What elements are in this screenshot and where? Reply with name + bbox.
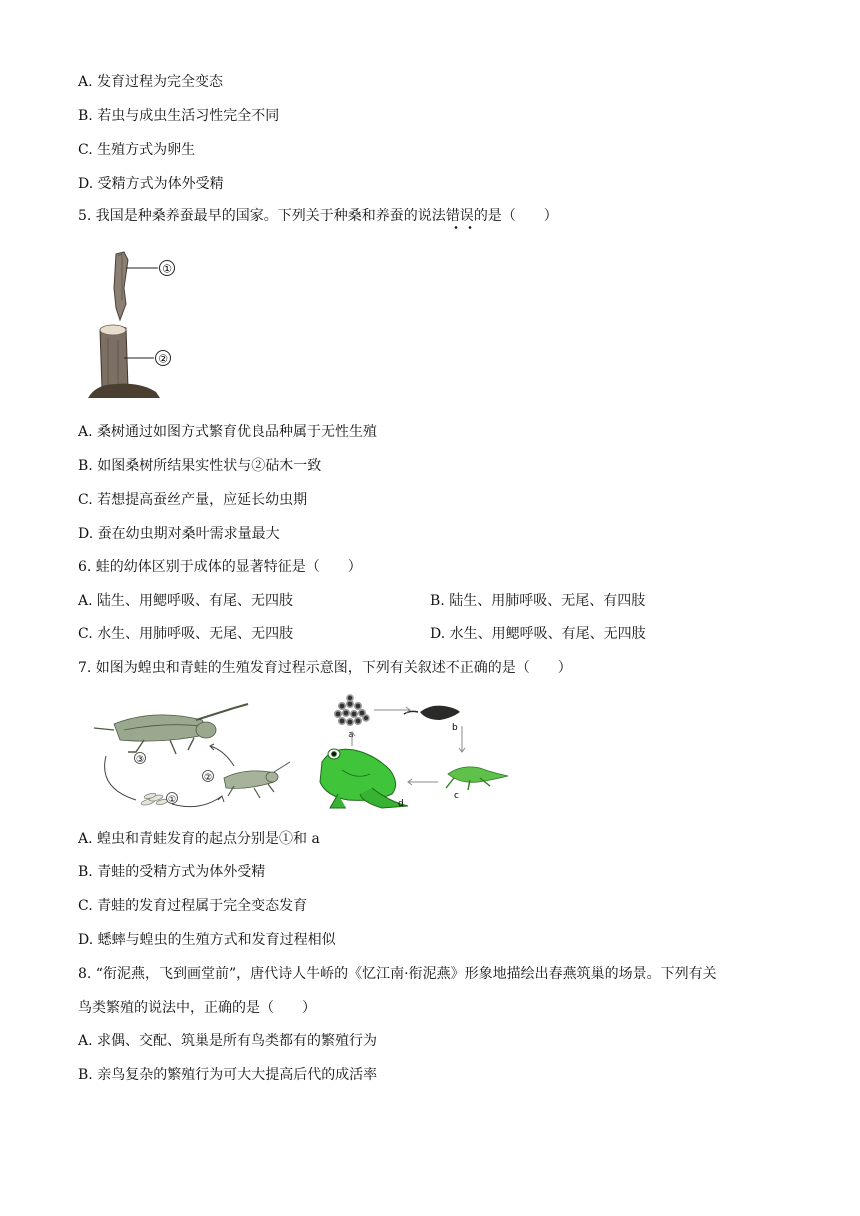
q5-stem-before: 5. 我国是种桑养蚕最早的国家。下列关于种桑和养蚕的说法 bbox=[78, 208, 446, 224]
q5-option-d: D. 蚕在幼虫期对桑叶需求量最大 bbox=[78, 526, 280, 542]
young-frog bbox=[446, 767, 508, 790]
q5-option-a: A. 桑树通过如图方式繁育优良品种属于无性生殖 bbox=[78, 424, 378, 440]
q7-option-b: B. 青蛙的受精方式为体外受精 bbox=[78, 864, 266, 880]
locust-lifecycle-figure bbox=[84, 700, 304, 818]
q8-option-b: B. 亲鸟复杂的繁殖行为可大大提高后代的成活率 bbox=[78, 1067, 378, 1083]
adult-frog bbox=[320, 749, 408, 808]
q8-option-a: A. 求偶、交配、筑巢是所有鸟类都有的繁殖行为 bbox=[78, 1033, 378, 1049]
q4-option-d: D. 受精方式为体外受精 bbox=[78, 176, 224, 192]
scion-shape bbox=[114, 252, 128, 320]
frog-lifecycle-figure bbox=[312, 690, 526, 816]
q8-stem-line1: 8. “衔泥燕，飞到画堂前”，唐代诗人牛峤的《忆江南·衔泥燕》形象地描绘出春燕筑巢的场景。下列有关 bbox=[78, 966, 717, 982]
q8-stem-line2: 鸟类繁殖的说法中，正确的是（ ） bbox=[78, 1000, 316, 1016]
q5-stem-after: 的是（ ） bbox=[473, 208, 558, 224]
label-locust-1: ① bbox=[167, 795, 177, 805]
label-frog-d: d bbox=[398, 799, 404, 809]
q5-stem-emphasis: 错误 bbox=[445, 208, 474, 224]
q6-option-c: C. 水生、用肺呼吸、无尾、无四肢 bbox=[78, 626, 294, 642]
q4-option-a: A. 发育过程为完全变态 bbox=[78, 74, 224, 90]
label-frog-b: b bbox=[452, 723, 458, 733]
adult-locust bbox=[94, 704, 248, 754]
tadpole bbox=[420, 706, 460, 720]
q5-option-c: C. 若想提高蚕丝产量，应延长幼虫期 bbox=[78, 492, 308, 508]
nymph-locust bbox=[224, 762, 290, 798]
label-scion: ① bbox=[162, 262, 172, 276]
q7-stem: 7. 如图为蝗虫和青蛙的生殖发育过程示意图，下列有关叙述不正确的是（ ） bbox=[78, 660, 572, 676]
label-locust-3: ③ bbox=[135, 755, 145, 765]
q4-option-b: B. 若虫与成虫生活习性完全不同 bbox=[78, 108, 280, 124]
q6-option-d: D. 水生、用鳃呼吸、有尾、无四肢 bbox=[430, 626, 646, 642]
q6-option-b: B. 陆生、用肺呼吸、无尾、有四肢 bbox=[430, 593, 646, 609]
grafting-figure bbox=[86, 248, 196, 400]
q7-option-c: C. 青蛙的发育过程属于完全变态发育 bbox=[78, 898, 308, 914]
label-rootstock: ② bbox=[158, 352, 168, 366]
q7-option-d: D. 蟋蟀与蝗虫的生殖方式和发育过程相似 bbox=[78, 932, 336, 948]
label-frog-c: c bbox=[454, 791, 459, 801]
frog-eggs bbox=[335, 695, 369, 725]
q5-stem bbox=[78, 206, 558, 226]
q7-option-a: A. 蝗虫和青蛙发育的起点分别是①和 a bbox=[78, 831, 320, 847]
q5-option-b: B. 如图桑树所结果实性状与②砧木一致 bbox=[78, 458, 322, 474]
ground-shape bbox=[88, 384, 160, 398]
q4-option-c: C. 生殖方式为卵生 bbox=[78, 142, 196, 158]
q6-option-a: A. 陆生、用鳃呼吸、有尾、无四肢 bbox=[78, 593, 294, 609]
label-frog-a: a bbox=[348, 730, 354, 740]
q6-stem: 6. 蛙的幼体区别于成体的显著特征是（ ） bbox=[78, 559, 362, 575]
label-locust-2: ② bbox=[203, 773, 213, 783]
locust-eggs bbox=[141, 792, 169, 806]
